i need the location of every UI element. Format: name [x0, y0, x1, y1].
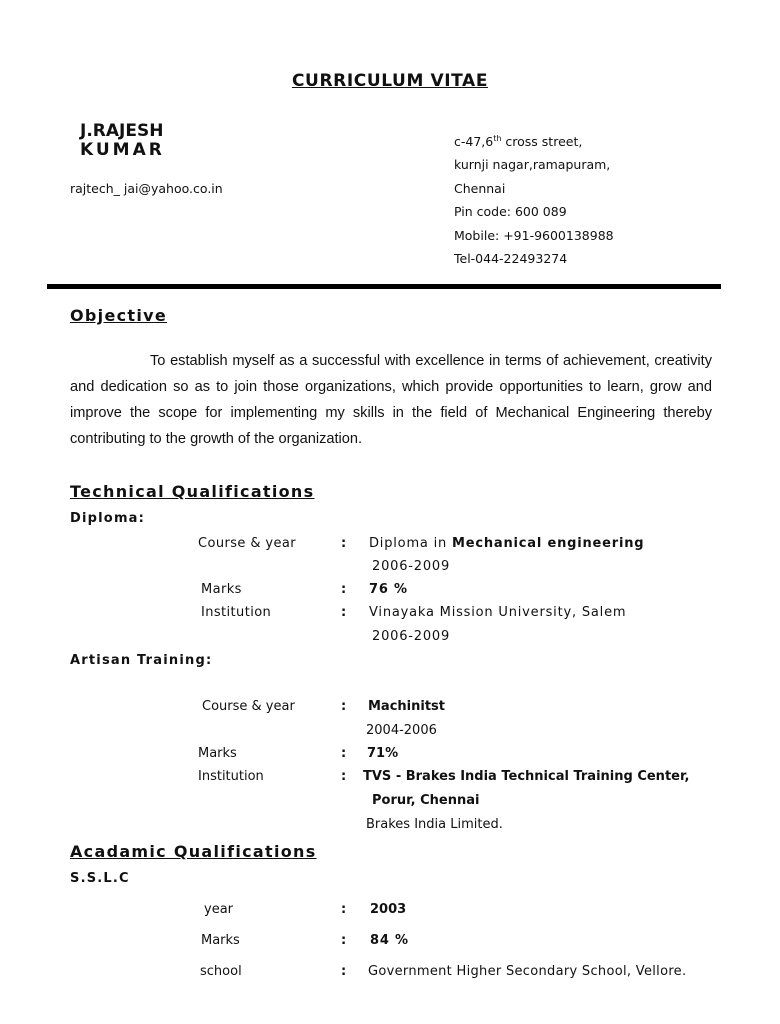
artisan-marks-label: Marks: [198, 746, 237, 761]
diploma-course-value: Diploma in Mechanical engineering: [369, 536, 645, 551]
sslc-marks-label: Marks: [201, 933, 240, 948]
separator: :: [341, 536, 347, 551]
artisan-institution-location: Porur, Chennai: [372, 793, 480, 808]
separator: :: [341, 933, 347, 948]
diploma-course-label: Course & year: [198, 536, 296, 551]
objective-text: To establish myself as a successful with excellence in terms of achievement, creativity and dedication so as to join those organizations, which provide opportunities to learn, grow and improve the scope for implementing my skills in the field of Mechanical Engineering thereby contributing to the growth of the organization.: [70, 353, 712, 447]
diploma-marks-value: 76 %: [369, 582, 408, 597]
separator: :: [341, 582, 347, 597]
sslc-school-label: school: [200, 964, 242, 979]
diploma-institution-value: Vinayaka Mission University, Salem: [369, 605, 627, 620]
sslc-year-value: 2003: [370, 902, 407, 917]
separator: :: [341, 964, 347, 979]
telephone-number: Tel-044-22493274: [454, 251, 568, 266]
artisan-institution-label: Institution: [198, 769, 264, 784]
separator: :: [341, 699, 347, 714]
technical-qualifications-heading: Technical Qualifications: [70, 482, 315, 501]
separator: :: [341, 902, 347, 917]
diploma-marks-label: Marks: [201, 582, 242, 597]
address-line-1: c-47,6th cross street,: [454, 134, 583, 150]
artisan-training-label: Artisan Training:: [70, 653, 213, 668]
sslc-label: S.S.L.C: [70, 871, 130, 886]
artisan-marks-value: 71%: [367, 746, 399, 761]
sslc-marks-value: 84 %: [370, 933, 409, 948]
academic-qualifications-heading: Acadamic Qualifications: [70, 842, 317, 861]
diploma-label: Diploma:: [70, 511, 146, 526]
artisan-institution-company: Brakes India Limited.: [366, 817, 503, 832]
objective-heading: Objective: [70, 306, 167, 325]
diploma-institution-label: Institution: [201, 605, 272, 620]
diploma-institution-year: 2006-2009: [372, 629, 451, 644]
artisan-course-label: Course & year: [202, 699, 295, 714]
candidate-name: J.RAJESH: [80, 121, 164, 141]
artisan-course-year: 2004-2006: [366, 723, 437, 738]
sslc-year-label: year: [204, 902, 234, 917]
address-line-2: kurnji nagar,ramapuram,: [454, 157, 611, 172]
diploma-course-year: 2006-2009: [372, 559, 451, 574]
separator: :: [341, 769, 347, 784]
candidate-name-cut-line: KUMAR: [80, 140, 165, 160]
separator: :: [341, 746, 347, 761]
document-title: CURRICULUM VITAE: [291, 71, 489, 91]
artisan-course-value: Machinitst: [368, 699, 446, 714]
address-line-3: Chennai: [454, 181, 506, 196]
artisan-institution-value: TVS - Brakes India Technical Training Center,: [363, 769, 690, 784]
mobile-number: Mobile: +91-9600138988: [454, 228, 614, 243]
sslc-school-value: Government Higher Secondary School, Vellore.: [368, 964, 687, 979]
header-divider: [47, 284, 721, 289]
pin-code: Pin code: 600 089: [454, 204, 567, 219]
separator: :: [341, 605, 347, 620]
email-address: rajtech_ jai@yahoo.co.in: [70, 181, 223, 196]
